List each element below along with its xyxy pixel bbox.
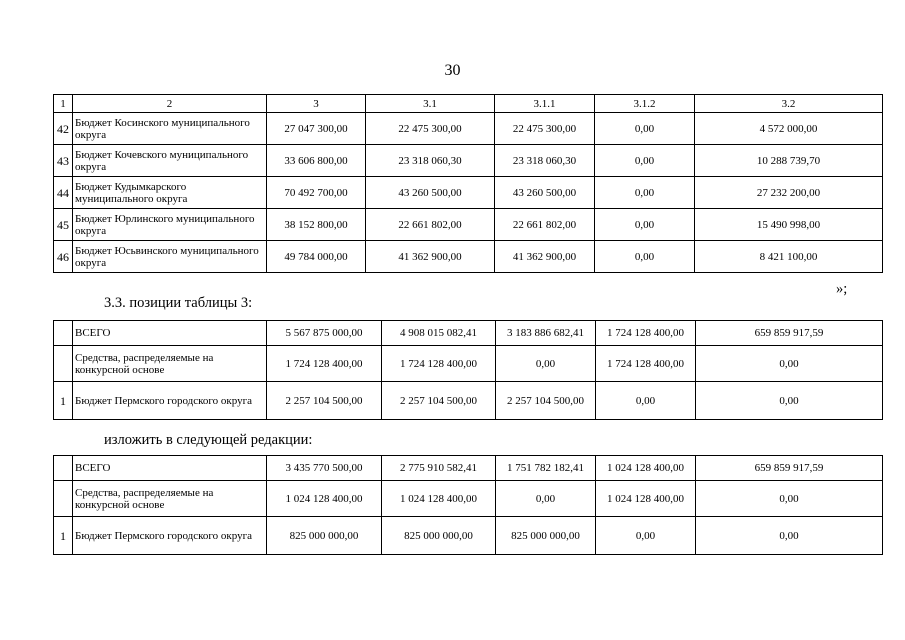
value-cell: 1 724 128 400,00 xyxy=(596,346,696,382)
value-cell: 0,00 xyxy=(696,481,883,517)
header-cell: 2 xyxy=(73,95,267,113)
page-number: 30 xyxy=(444,62,461,79)
row-number xyxy=(54,481,73,517)
value-cell: 1 724 128 400,00 xyxy=(382,346,496,382)
value-cell: 659 859 917,59 xyxy=(696,456,883,481)
value-cell: 0,00 xyxy=(596,382,696,420)
header-cell: 3.1.1 xyxy=(495,95,595,113)
replace-label: изложить в следующей редакции: xyxy=(104,432,313,448)
value-cell: 43 260 500,00 xyxy=(495,177,595,209)
value-cell: 49 784 000,00 xyxy=(267,241,366,273)
value-cell: 2 257 104 500,00 xyxy=(267,382,382,420)
value-cell: 825 000 000,00 xyxy=(382,517,496,555)
row-name: Бюджет Кочевского муниципального округа xyxy=(73,145,267,177)
value-cell: 0,00 xyxy=(496,346,596,382)
header-cell: 3.1.2 xyxy=(595,95,695,113)
value-cell: 1 024 128 400,00 xyxy=(596,481,696,517)
budget-table-continuation xyxy=(53,94,883,273)
value-cell: 15 490 998,00 xyxy=(695,209,883,241)
value-cell: 27 047 300,00 xyxy=(267,113,366,145)
row-name: Бюджет Косинского муниципального округа xyxy=(73,113,267,145)
row-number xyxy=(54,346,73,382)
table-row xyxy=(54,456,883,481)
row-number: 43 xyxy=(54,145,73,177)
value-cell: 2 257 104 500,00 xyxy=(382,382,496,420)
table-row xyxy=(54,145,883,177)
row-name: Бюджет Юсьвинского муниципального округа xyxy=(73,241,267,273)
value-cell: 1 724 128 400,00 xyxy=(596,321,696,346)
value-cell: 22 475 300,00 xyxy=(495,113,595,145)
header-cell: 3.1 xyxy=(366,95,495,113)
value-cell: 0,00 xyxy=(696,346,883,382)
value-cell: 1 024 128 400,00 xyxy=(267,481,382,517)
row-name: ВСЕГО xyxy=(73,456,267,481)
value-cell: 5 567 875 000,00 xyxy=(267,321,382,346)
value-cell: 0,00 xyxy=(595,177,695,209)
table-row xyxy=(54,241,883,273)
table-header-row xyxy=(54,95,883,113)
value-cell: 22 661 802,00 xyxy=(366,209,495,241)
row-number xyxy=(54,456,73,481)
table-row xyxy=(54,346,883,382)
value-cell: 22 661 802,00 xyxy=(495,209,595,241)
section-label: 3.3. позиции таблицы 3: xyxy=(104,295,253,311)
value-cell: 41 362 900,00 xyxy=(366,241,495,273)
value-cell: 0,00 xyxy=(696,382,883,420)
value-cell: 1 751 782 182,41 xyxy=(496,456,596,481)
value-cell: 70 492 700,00 xyxy=(267,177,366,209)
value-cell: 0,00 xyxy=(595,209,695,241)
row-name: Бюджет Юрлинского муниципального округа xyxy=(73,209,267,241)
header-cell: 3 xyxy=(267,95,366,113)
value-cell: 4 572 000,00 xyxy=(695,113,883,145)
value-cell: 825 000 000,00 xyxy=(496,517,596,555)
row-name: Бюджет Кудымкарского муниципального округа xyxy=(73,177,267,209)
value-cell: 1 724 128 400,00 xyxy=(267,346,382,382)
value-cell: 4 908 015 082,41 xyxy=(382,321,496,346)
value-cell: 38 152 800,00 xyxy=(267,209,366,241)
table-row xyxy=(54,517,883,555)
value-cell: 8 421 100,00 xyxy=(695,241,883,273)
value-cell: 2 257 104 500,00 xyxy=(496,382,596,420)
row-number: 45 xyxy=(54,209,73,241)
value-cell: 659 859 917,59 xyxy=(696,321,883,346)
row-name: ВСЕГО xyxy=(73,321,267,346)
table-row xyxy=(54,481,883,517)
value-cell: 0,00 xyxy=(696,517,883,555)
value-cell: 3 435 770 500,00 xyxy=(267,456,382,481)
row-number: 46 xyxy=(54,241,73,273)
value-cell: 10 288 739,70 xyxy=(695,145,883,177)
row-number xyxy=(54,321,73,346)
value-cell: 2 775 910 582,41 xyxy=(382,456,496,481)
value-cell: 33 606 800,00 xyxy=(267,145,366,177)
header-cell: 3.2 xyxy=(695,95,883,113)
table-row xyxy=(54,382,883,420)
value-cell: 1 024 128 400,00 xyxy=(382,481,496,517)
value-cell: 0,00 xyxy=(496,481,596,517)
table-row xyxy=(54,113,883,145)
row-name: Средства, распределяемые на конкурсной основе xyxy=(73,346,267,382)
row-name: Средства, распределяемые на конкурсной основе xyxy=(73,481,267,517)
value-cell: 22 475 300,00 xyxy=(366,113,495,145)
value-cell: 43 260 500,00 xyxy=(366,177,495,209)
value-cell: 23 318 060,30 xyxy=(366,145,495,177)
row-name: Бюджет Пермского городского округа xyxy=(73,517,267,555)
table3-new-positions xyxy=(53,455,883,555)
closing-quote: »; xyxy=(836,281,848,297)
value-cell: 0,00 xyxy=(595,113,695,145)
row-name: Бюджет Пермского городского округа xyxy=(73,382,267,420)
row-number: 42 xyxy=(54,113,73,145)
value-cell: 1 024 128 400,00 xyxy=(596,456,696,481)
table-row xyxy=(54,321,883,346)
value-cell: 27 232 200,00 xyxy=(695,177,883,209)
row-number: 1 xyxy=(54,382,73,420)
value-cell: 3 183 886 682,41 xyxy=(496,321,596,346)
table-row xyxy=(54,209,883,241)
table-row xyxy=(54,177,883,209)
value-cell: 23 318 060,30 xyxy=(495,145,595,177)
value-cell: 825 000 000,00 xyxy=(267,517,382,555)
value-cell: 0,00 xyxy=(595,145,695,177)
row-number: 1 xyxy=(54,517,73,555)
header-cell: 1 xyxy=(54,95,73,113)
value-cell: 0,00 xyxy=(595,241,695,273)
value-cell: 41 362 900,00 xyxy=(495,241,595,273)
value-cell: 0,00 xyxy=(596,517,696,555)
row-number: 44 xyxy=(54,177,73,209)
table3-old-positions xyxy=(53,320,883,420)
